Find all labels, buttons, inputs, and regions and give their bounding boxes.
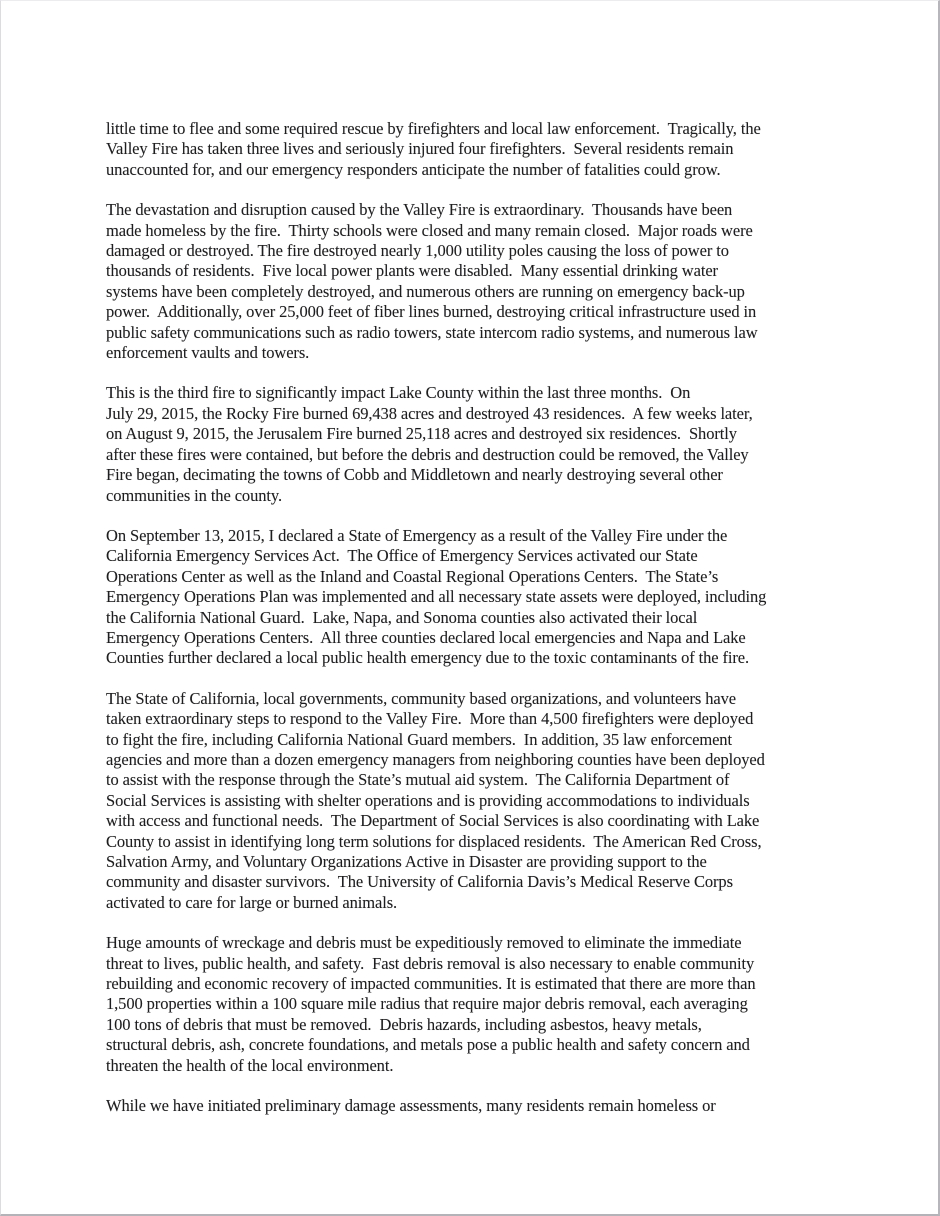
text-line: little time to flee and some required rescue by firefighters and local law enforcement. Tragically, the: [106, 119, 761, 138]
text-line: communities in the county.: [106, 485, 282, 505]
text-line: Emergency Operations Centers. All three counties declared local emergencies and Napa and Lake: [106, 627, 746, 647]
text-line: the California National Guard. Lake, Napa, and Sonoma counties also activated their local: [106, 607, 698, 627]
text-line: rebuilding and economic recovery of impacted communities. It is estimated that there are more than: [106, 974, 756, 994]
text-block: [106, 119, 851, 1116]
paragraph: [106, 933, 851, 1076]
text-line: Social Services is assisting with shelter operations and is providing accommodations to individuals: [106, 790, 750, 810]
paragraph: [106, 200, 851, 363]
text-line: Fire began, decimating the towns of Cobb and Middletown and nearly destroying several other: [106, 465, 723, 485]
text-line: structural debris, ash, concrete foundations, and metals pose a public health and safety concern and: [106, 1035, 750, 1055]
text-line: public safety communications such as radio towers, state intercom radio systems, and numerous law: [106, 322, 758, 342]
text-line: Huge amounts of wreckage and debris must be expeditiously removed to eliminate the immediate: [106, 933, 742, 953]
text-line: The devastation and disruption caused by the Valley Fire is extraordinary. Thousands have been: [106, 200, 733, 220]
text-line: power. Additionally, over 25,000 feet of fiber lines burned, destroying critical infrastructure used in: [106, 302, 757, 322]
text-line: agencies and more than a dozen emergency managers from neighboring counties have been deployed: [106, 749, 765, 769]
text-line: 100 tons of debris that must be removed. Debris hazards, including asbestos, heavy metals,: [106, 1014, 702, 1034]
text-line: Valley Fire has taken three lives and seriously injured four firefighters. Several residents remain: [106, 139, 734, 159]
text-line: Counties further declared a local public health emergency due to the toxic contaminants of the fire.: [106, 648, 750, 668]
text-line: community and disaster survivors. The University of California Davis’s Medical Reserve Corps: [106, 872, 733, 892]
text-line: Operations Center as well as the Inland and Coastal Regional Operations Centers. The State’s: [106, 566, 719, 586]
text-line: to fight the fire, including California National Guard members. In addition, 35 law enforcement: [106, 729, 732, 749]
text-line: taken extraordinary steps to respond to the Valley Fire. More than 4,500 firefighters were deployed: [106, 709, 754, 729]
text-line: damaged or destroyed. The fire destroyed nearly 1,000 utility poles causing the loss of power to: [106, 241, 729, 261]
text-line: July 29, 2015, the Rocky Fire burned 69,438 acres and destroyed 43 residences. A few weeks later,: [106, 403, 753, 423]
text-line: after these fires were contained, but before the debris and destruction could be removed, the Valley: [106, 444, 749, 464]
text-line: systems have been completely destroyed, and numerous others are running on emergency back-up: [106, 281, 745, 301]
text-line: California Emergency Services Act. The Office of Emergency Services activated our State: [106, 546, 698, 566]
paragraph: [106, 383, 851, 505]
text-line: unaccounted for, and our emergency responders anticipate the number of fatalities could grow.: [106, 159, 721, 179]
paragraph: [106, 689, 851, 913]
text-line: The State of California, local governments, community based organizations, and volunteers have: [106, 688, 736, 708]
text-line: Salvation Army, and Voluntary Organizations Active in Disaster are providing support to the: [106, 852, 707, 871]
paragraph: [106, 119, 851, 180]
text-line: on August 9, 2015, the Jerusalem Fire burned 25,118 acres and destroyed six residences. Shortly: [106, 424, 737, 444]
text-line: Emergency Operations Plan was implemented and all necessary state assets were deployed, including: [106, 587, 767, 607]
text-line: threat to lives, public health, and safety. Fast debris removal is also necessary to enable community: [106, 953, 755, 973]
text-line: County to assist in identifying long term solutions for displaced residents. The American Red Cross,: [106, 831, 762, 851]
text-line: activated to care for large or burned animals.: [106, 892, 398, 912]
text-line: On September 13, 2015, I declared a State of Emergency as a result of the Valley Fire under the: [106, 525, 728, 545]
paragraph: [106, 1096, 851, 1116]
paragraph: [106, 526, 851, 669]
text-line: 1,500 properties within a 100 square mile radius that require major debris removal, each averaging: [106, 994, 748, 1014]
text-line: threaten the health of the local environment.: [106, 1055, 394, 1075]
text-line: This is the third fire to significantly impact Lake County within the last three months. On: [106, 383, 691, 403]
text-line: While we have initiated preliminary damage assessments, many residents remain homeless or: [106, 1096, 716, 1116]
text-line: enforcement vaults and towers.: [106, 343, 310, 363]
text-line: thousands of residents. Five local power plants were disabled. Many essential drinking water: [106, 261, 718, 281]
text-line: with access and functional needs. The Department of Social Services is also coordinating with Lake: [106, 811, 760, 831]
text-line: to assist with the response through the State’s mutual aid system. The California Department of: [106, 770, 730, 790]
text-line: made homeless by the fire. Thirty schools were closed and many remain closed. Major roads were: [106, 220, 753, 240]
